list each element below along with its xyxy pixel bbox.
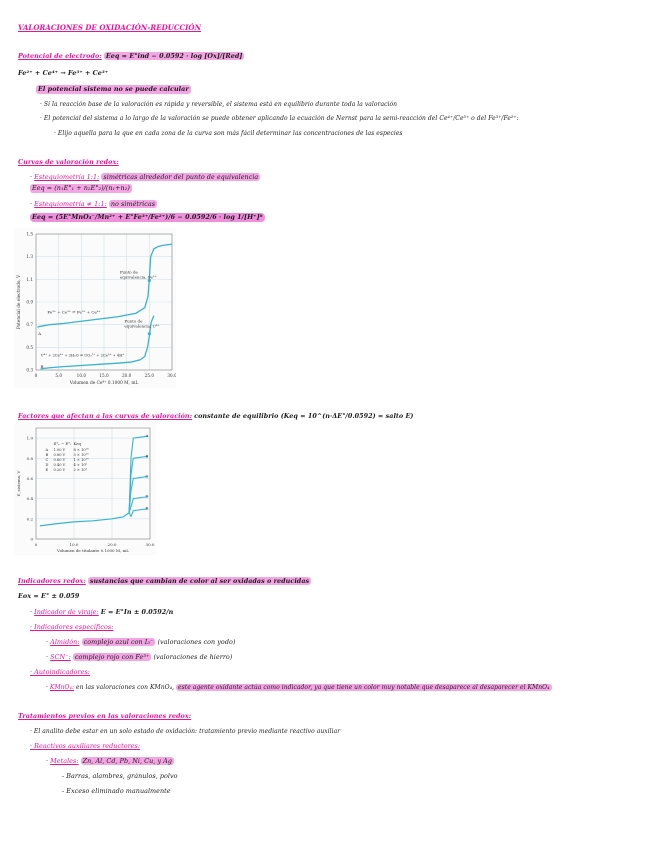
x-tick-label: 30.0: [167, 373, 176, 378]
indicator-subitem: · SCN⁻: complejo rojo con Fe³⁺ (valoraciones de hierro): [46, 653, 233, 661]
y-tick-label: 1.5: [26, 231, 33, 237]
table-header: E°ₓ − E°ₜ: [53, 441, 71, 447]
curve-label-b: B: [40, 363, 44, 369]
series-label: A: [145, 433, 149, 439]
x-tick-label: 15.0: [99, 373, 109, 378]
table-cell: D: [45, 463, 49, 468]
x-tick-label: 0: [34, 542, 38, 547]
annotation: equivalencia, Fe²⁺: [119, 274, 157, 280]
table-cell: 0.60 V: [53, 458, 66, 463]
reaction-annotation: U⁴⁺ + 2Ce⁴⁺ + 2H₂O ⇌ UO₂²⁺ + 2Ce³⁺ + 4H⁺: [40, 353, 125, 358]
section-factors: Factores que afectan a las curvas de valoración: constante de equilibrio (Keq = 10^(n·ΔE°/0.0592) = salto E): [18, 412, 414, 420]
formula-not-1-1: Eeq = (5E°MnO₄⁻/Mn²⁺ + E°Fe³⁺/Fe²⁺)/6 − 0.0592/6 · log 1/[H⁺]⁸: [32, 213, 263, 221]
x-tick-label: 20.0: [122, 373, 132, 378]
curve-label-a: A: [38, 331, 42, 337]
titration-curve-chart: [14, 228, 176, 388]
y-tick-label: 0.5: [26, 344, 33, 350]
table-cell: A: [45, 448, 49, 453]
series-label: D: [145, 493, 149, 499]
point-1-1: · Estequiometría 1:1: simétricas alrededor del punto de equivalencia: [30, 173, 259, 181]
series-label: C: [145, 473, 149, 479]
highlighted-note: El potencial sistema no se puede calcular: [38, 85, 189, 93]
reaction-annotation: Fe³⁺ + Ce³⁺ ⇌ Fe²⁺ + Ce⁴⁺: [47, 309, 101, 315]
page-title: VALORACIONES DE OXIDACIÓN-REDUCCIÓN: [18, 23, 202, 32]
table-cell: 1 × 10¹⁰: [73, 458, 89, 463]
x-tick-label: 25.0: [144, 373, 154, 378]
annotation: Punto de: [119, 269, 138, 275]
x-tick-label: 20.0: [107, 542, 117, 547]
section-heading: Tratamientos previos en las valoraciones redox:: [18, 712, 192, 720]
x-tick-label: 0: [34, 373, 38, 378]
y-tick-label: 0.7: [26, 322, 33, 328]
annotation: equivalencia, U⁴⁺: [124, 323, 160, 329]
section-heading: Curvas de valoración redox:: [18, 158, 119, 166]
pretreatment-item: · Reactivos auxiliares reductores:: [30, 742, 141, 750]
indicator-item: · Autoindicadores:: [30, 668, 91, 676]
reaction-line: Fe²⁺ + Ce⁴⁺ → Fe³⁺ + Ce³⁺: [18, 69, 109, 77]
x-axis-label: Volumen de Ce⁴⁺ 0.1000 M, mL: [69, 381, 139, 386]
table-cell: 1.00 V: [53, 448, 66, 453]
section-heading: Potencial de electrodo:: [18, 52, 102, 60]
series-label: B: [145, 453, 149, 459]
indicator-item: · Indicadores específicos:: [30, 623, 114, 631]
y-axis-label: E_sistema, V: [16, 470, 21, 497]
bullet-text: · Elijo aquella para la que en cada zona de la curva son más fácil determinar las concentraciones de las especies: [54, 130, 403, 137]
x-tick-label: 30.0: [145, 542, 155, 547]
table-cell: B: [45, 453, 49, 458]
table-header: Keq: [73, 441, 81, 447]
x-tick-label: 10.0: [76, 373, 86, 378]
indicator-item: · Indicador de viraje: E = E°In ± 0.0592/n: [30, 608, 174, 616]
shared-curve-line: [40, 513, 129, 526]
table-cell: E: [45, 468, 49, 473]
y-tick-label: 1.3: [26, 254, 33, 260]
x-tick-label: 10.0: [69, 542, 79, 547]
table-cell: 2 × 10³: [73, 468, 88, 473]
y-tick-label: 0.2: [26, 516, 33, 522]
section-indicators: Indicadores redox: sustancias que cambian de color al ser oxidadas o reducidas: [18, 577, 310, 585]
table-cell: 8 × 10¹⁶: [73, 448, 89, 453]
y-tick-label: 1.1: [26, 276, 33, 282]
y-tick-label: 0.4: [26, 496, 33, 502]
y-tick-label: 0.3: [26, 367, 33, 373]
table-cell: 0.20 V: [53, 468, 66, 473]
table-cell: 4 × 10⁶: [73, 463, 88, 468]
bullet-text: · El potencial del sistema a lo largo de la valoración se puede obtener aplicando la ecuación de Nernst para la semi-reacción del Ce⁴⁺/Ce³⁺ o del Fe³⁺/Fe²⁺:: [40, 115, 519, 122]
table-cell: 0.40 V: [53, 463, 66, 468]
pretreatment-text: · El analito debe estar en un solo estado de oxidación: tratamiento previo mediante reactivo auxiliar: [30, 728, 341, 735]
equilibrium-curves-chart: [14, 423, 156, 555]
equivalence-point-u: [148, 332, 151, 335]
table-cell: C: [45, 458, 49, 463]
y-tick-label: 0.6: [26, 475, 33, 481]
titration-curve-figure: [14, 228, 176, 388]
formula-1-1: Eeq = (n₁E°₁ + n₂E°₂)/(n₁+n₂): [32, 184, 130, 192]
equilibrium-curves-figure: [14, 423, 156, 555]
nernst-formula: Eeq = E°ind − 0.0592 · log [Ox]/[Red]: [105, 52, 243, 60]
indicator-subitem: · KMnO₄: en las valoraciones con KMnO₄, este agente oxidante actúa como indicador, ya que tiene un color muy notable que desaparece al desaparecer el KMnO₄: [46, 684, 550, 691]
indicator-subitem: · Almidón: complejo azul con I₃⁻ (valoraciones con yodo): [46, 638, 236, 646]
y-tick-label: 0: [30, 536, 33, 542]
y-tick-label: 1.0: [26, 435, 33, 441]
pretreatment-dash: - Barras, alambres, gránulos, polvo: [62, 772, 178, 780]
bullet-text: · Si la reacción base de la valoración es rápida y reversible, el sistema está en equilibrio durante toda la valoración: [40, 101, 398, 108]
y-axis-label: Potencial de electrodo, V: [17, 274, 22, 330]
table-cell: 0.80 V: [53, 453, 66, 458]
pretreatment-subitem: · Metales: Zn, Al, Cd, Pb, Ni, Cu, y Ag: [46, 757, 172, 765]
section-electrode-potential: [18, 52, 244, 61]
series-label: E: [145, 505, 149, 511]
annotation: Punto de: [124, 318, 143, 324]
x-axis-label: Volumen de titulante 0.1000 M, mL: [57, 548, 129, 553]
pretreatment-dash: - Exceso eliminado manualmente: [62, 787, 171, 795]
table-cell: 3 × 10¹³: [73, 453, 89, 458]
point-not-1-1: · Estequiometría ≠ 1:1: no simétricas: [30, 200, 156, 208]
indicator-potential: Eox = E° ± 0.059: [18, 592, 80, 600]
y-tick-label: 0.8: [26, 455, 33, 461]
x-tick-label: 5.0: [55, 373, 63, 378]
y-tick-label: 0.9: [26, 299, 33, 305]
